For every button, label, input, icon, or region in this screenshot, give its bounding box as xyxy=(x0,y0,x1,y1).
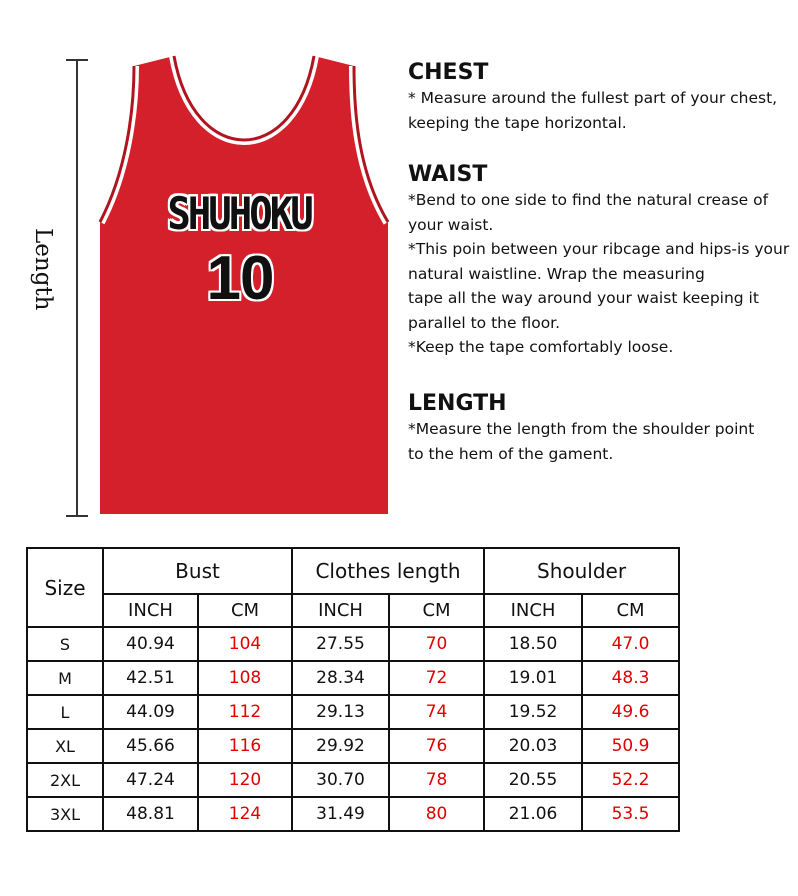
length-cm-cell: 70 xyxy=(389,627,484,661)
bust-inch-cell: 45.66 xyxy=(103,729,198,763)
length-inch-cell: 29.92 xyxy=(292,729,389,763)
shoulder-inch-cell: 19.52 xyxy=(484,695,582,729)
shoulder-cm-cell: 52.2 xyxy=(582,763,679,797)
waist-line: tape all the way around your waist keeping it xyxy=(408,289,759,307)
size-column-header: Size xyxy=(27,548,103,627)
jersey-number: 10 xyxy=(206,244,274,313)
size-chart-table xyxy=(26,547,680,832)
bust-header: Bust xyxy=(103,548,292,594)
waist-title: WAIST xyxy=(408,162,488,187)
length-inch-cell: 30.70 xyxy=(292,763,389,797)
length-ruler-label: Length xyxy=(30,228,56,311)
length-cm-cell: 76 xyxy=(389,729,484,763)
chest-line: * Measure around the fullest part of your chest, xyxy=(408,89,778,107)
table-row xyxy=(27,661,679,695)
shoulder-cm-cell: 47.0 xyxy=(582,627,679,661)
bust-inch-cell: 42.51 xyxy=(103,661,198,695)
size-cell: XL xyxy=(27,729,103,763)
bust-cm-cell: 120 xyxy=(198,763,292,797)
unit-header: CM xyxy=(582,594,679,627)
size-cell: S xyxy=(27,627,103,661)
bust-cm-cell: 112 xyxy=(198,695,292,729)
length-cm-cell: 74 xyxy=(389,695,484,729)
shoulder-cm-cell: 53.5 xyxy=(582,797,679,831)
table-row xyxy=(27,729,679,763)
length-inch-cell: 27.55 xyxy=(292,627,389,661)
length-line: *Measure the length from the shoulder point xyxy=(408,420,755,438)
size-cell: 3XL xyxy=(27,797,103,831)
table-row xyxy=(27,797,679,831)
waist-line: natural waistline. Wrap the measuring xyxy=(408,264,705,283)
shoulder-cm-cell: 50.9 xyxy=(582,729,679,763)
waist-line: *Keep the tape comfortably loose. xyxy=(408,338,674,356)
table-row xyxy=(27,627,679,661)
length-cm-cell: 78 xyxy=(389,763,484,797)
shoulder-cm-cell: 49.6 xyxy=(582,695,679,729)
chest-line: keeping the tape horizontal. xyxy=(408,113,627,132)
waist-section xyxy=(408,162,798,360)
size-cell: M xyxy=(27,661,103,695)
length-title: LENGTH xyxy=(408,391,507,416)
size-cell: L xyxy=(27,695,103,729)
length-section xyxy=(408,391,798,466)
bust-cm-cell: 124 xyxy=(198,797,292,831)
waist-line: parallel to the floor. xyxy=(408,313,561,332)
chest-title: CHEST xyxy=(408,60,489,85)
length-line: to the hem of the gament. xyxy=(408,444,614,463)
size-cell: 2XL xyxy=(27,763,103,797)
length-inch-cell: 28.34 xyxy=(292,661,389,695)
length-cm-cell: 72 xyxy=(389,661,484,695)
length-cm-cell: 80 xyxy=(389,797,484,831)
unit-header: CM xyxy=(389,594,484,627)
length-inch-cell: 29.13 xyxy=(292,695,389,729)
unit-header: INCH xyxy=(292,594,389,627)
jersey-team-name: SHUHOKU xyxy=(167,188,311,241)
waist-line: *Bend to one side to find the natural crease of xyxy=(408,191,769,209)
shoulder-cm-cell: 48.3 xyxy=(582,661,679,695)
bust-inch-cell: 40.94 xyxy=(103,627,198,661)
unit-header: INCH xyxy=(103,594,198,627)
waist-line: your waist. xyxy=(408,215,494,234)
length-inch-cell: 31.49 xyxy=(292,797,389,831)
bust-cm-cell: 116 xyxy=(198,729,292,763)
unit-header: INCH xyxy=(484,594,582,627)
shoulder-header: Shoulder xyxy=(484,548,679,594)
table-row xyxy=(27,763,679,797)
bust-inch-cell: 44.09 xyxy=(103,695,198,729)
clothes-length-header: Clothes length xyxy=(292,548,484,594)
unit-header: CM xyxy=(198,594,292,627)
shoulder-inch-cell: 18.50 xyxy=(484,627,582,661)
table-row xyxy=(27,695,679,729)
shoulder-inch-cell: 20.55 xyxy=(484,763,582,797)
bust-inch-cell: 48.81 xyxy=(103,797,198,831)
chest-section xyxy=(408,60,798,135)
shoulder-inch-cell: 20.03 xyxy=(484,729,582,763)
length-ruler xyxy=(62,58,92,518)
bust-cm-cell: 108 xyxy=(198,661,292,695)
bust-cm-cell: 104 xyxy=(198,627,292,661)
waist-line: *This poin between your ribcage and hips-is your xyxy=(408,240,790,258)
shoulder-inch-cell: 19.01 xyxy=(484,661,582,695)
shoulder-inch-cell: 21.06 xyxy=(484,797,582,831)
bust-inch-cell: 47.24 xyxy=(103,763,198,797)
